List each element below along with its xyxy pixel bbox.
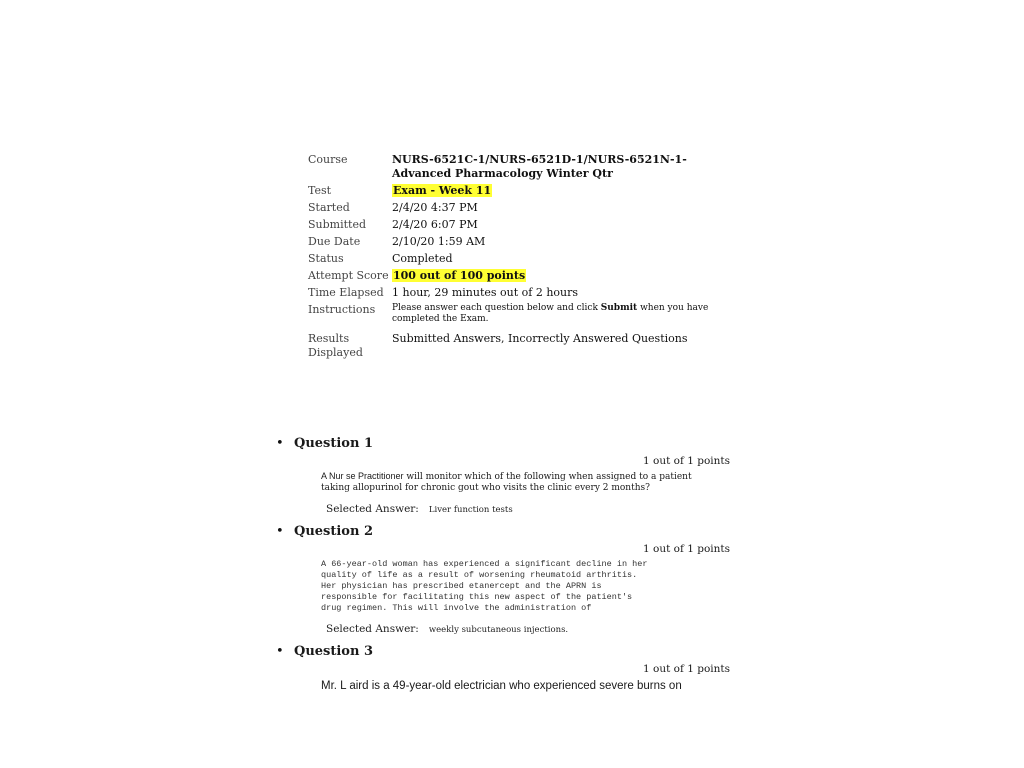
attempt-score-row (308, 268, 728, 283)
selected-answer-value: Liver function tests (428, 505, 513, 515)
question-list (276, 434, 736, 693)
status-row (308, 251, 728, 266)
due-date-row (308, 234, 728, 249)
question-title: Question 2 (294, 524, 374, 539)
test-row (308, 183, 728, 198)
course-label: Course (308, 153, 348, 166)
time-elapsed-value: 1 hour, 29 minutes out of 2 hours (392, 286, 579, 299)
instructions-value (392, 302, 728, 325)
instructions-text-pre: Please answer each question below and click (392, 303, 601, 313)
selected-answer-value: weekly subcutaneous injections. (428, 625, 569, 635)
question-points: 1 out of 1 points (643, 543, 730, 555)
submitted-value: 2/4/20 6:07 PM (392, 218, 478, 231)
question-points: 1 out of 1 points (643, 455, 730, 467)
results-displayed-row (308, 331, 728, 360)
status-label: Status (308, 252, 344, 265)
bullet-icon: • (276, 436, 284, 451)
question-text: Mr. L aird is a 49-year-old electrician who experienced severe burns on (321, 680, 682, 692)
bullet-icon: • (276, 644, 284, 659)
question-text-part1: A Nur se Practitioner (321, 471, 404, 481)
question-points: 1 out of 1 points (643, 663, 730, 675)
question-header (276, 522, 736, 542)
due-date-label: Due Date (308, 235, 361, 248)
course-row (308, 152, 728, 181)
submitted-row (308, 217, 728, 232)
exam-summary (308, 152, 728, 362)
time-elapsed-row (308, 285, 728, 300)
selected-answer (326, 623, 736, 635)
question-text-part2: will monitor which of the following when assigned to a patient taking allopurinol for chronic gout who visits the clinic every 2 months? (321, 472, 692, 493)
question-header (276, 434, 736, 454)
selected-answer-label: Selected Answer: (326, 623, 419, 635)
instructions-row (308, 302, 728, 325)
started-value: 2/4/20 4:37 PM (392, 201, 478, 214)
question-title: Question 1 (294, 436, 374, 451)
question-item (276, 434, 736, 522)
question-text (321, 471, 711, 494)
test-label: Test (308, 184, 332, 197)
instructions-text-post: when you have completed the Exam. (392, 303, 709, 324)
question-text: A 66-year-old woman has experienced a significant decline in her quality of life as a result of worsening rheumatoid arthritis. Her physician has prescribed etanercept and the APRN is responsible for facilitating this new aspect of the patient's drug regimen. This will involve the administration of (321, 559, 648, 613)
course-value: NURS-6521C-1/NURS-6521D-1/NURS-6521N-1-Advanced Pharmacology Winter Qtr (392, 153, 687, 180)
instructions-text-bold: Submit (600, 303, 638, 313)
time-elapsed-label: Time Elapsed (308, 286, 384, 299)
attempt-score-label: Attempt Score (308, 269, 389, 282)
started-label: Started (308, 201, 350, 214)
bullet-icon: • (276, 524, 284, 539)
results-displayed-value: Submitted Answers, Incorrectly Answered Questions (392, 332, 688, 345)
selected-answer-label: Selected Answer: (326, 503, 419, 515)
question-item (276, 642, 736, 693)
due-date-value: 2/10/20 1:59 AM (392, 235, 486, 248)
test-value: Exam - Week 11 (393, 184, 492, 197)
attempt-score-value: 100 out of 100 points (393, 269, 526, 282)
question-header (276, 642, 736, 662)
selected-answer (326, 503, 736, 515)
question-item (276, 522, 736, 642)
results-displayed-label: Results Displayed (308, 332, 363, 359)
started-row (308, 200, 728, 215)
status-value: Completed (392, 252, 453, 265)
instructions-label: Instructions (308, 303, 376, 316)
submitted-label: Submitted (308, 218, 367, 231)
question-title: Question 3 (294, 644, 374, 659)
